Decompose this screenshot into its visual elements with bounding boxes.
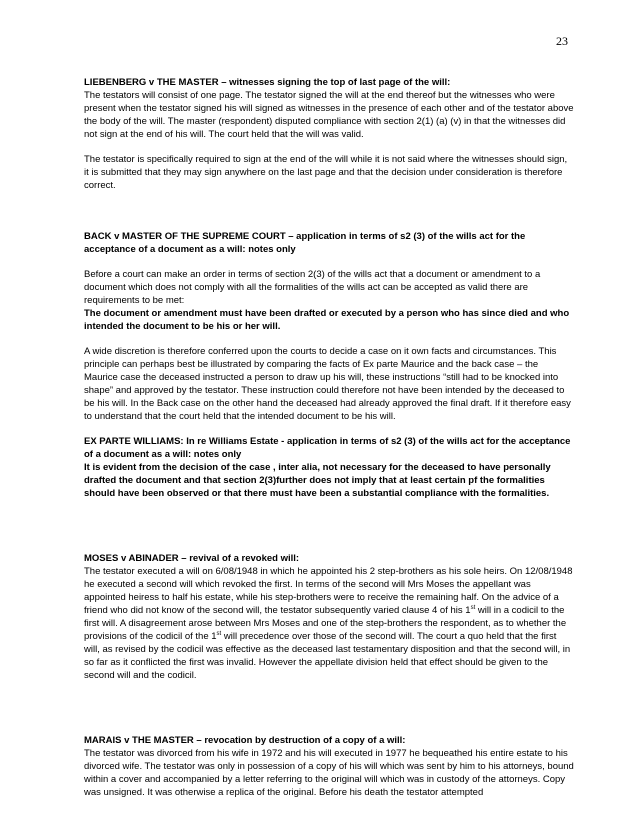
case-liebenberg bbox=[84, 76, 574, 192]
ordinal-suffix: st bbox=[216, 630, 222, 637]
case-heading: BACK v MASTER OF THE SUPREME COURT – application in terms of s2 (3) of the wills act for the acceptance of a document as a will: notes only bbox=[84, 231, 526, 255]
case-heading: MOSES v ABINADER – revival of a revoked will: bbox=[84, 553, 300, 564]
case-heading: LIEBENBERG v THE MASTER – witnesses signing the top of last page of the will: bbox=[84, 77, 451, 88]
case-williams bbox=[84, 435, 574, 500]
page-number: 23 bbox=[556, 34, 568, 48]
case-paragraph: Before a court can make an order in terms of section 2(3) of the wills act that a document or amendment to a document which does not comply with all the formalities of the wills act can be accepted as valid there are requirements to be met: bbox=[84, 269, 541, 306]
case-paragraph: It is evident from the decision of the case , inter alia, not necessary for the deceased to have personally drafted the document and that section 2(3)further does not imply that at least certain pf the formalities should have been observed or that there must have been a substantial compliance with the formalities. bbox=[84, 462, 551, 499]
case-back bbox=[84, 230, 574, 423]
text-run: will precedence over those of the second will. The court a quo held that the first will, as revised by the codicil was effective as the deceased last testamentary disposition and that the second will, in so far as it conflicted the first was invalid. However the appellate division held that effect should be given to the second will and the codicil. bbox=[84, 631, 571, 681]
case-paragraph: A wide discretion is therefore conferred upon the courts to decide a case on it own facts and circumstances. This principle can perhaps best be illustrated by comparing the facts of Ex parte Maurice and the back case – the Maurice case the deceased instructed a person to draw up his will, these instructions “still had to be knocked into shape” and approved by the testator. These instruction could therefore not have been intended by the deceased to be his will. In the Back case on the other hand the deceased had already approved the final draft. If it therefore easy to understand that the court held that the intended document to be his will. bbox=[84, 346, 571, 422]
page-content bbox=[84, 76, 574, 799]
case-requirement: The document or amendment must have been drafted or executed by a person who has since died and who intended the document to be his or her will. bbox=[84, 308, 570, 332]
case-moses bbox=[84, 552, 574, 682]
case-paragraph: The testators will consist of one page. The testator signed the will at the end thereof but the witnesses who were present when the testator signed his will signed as witnesses in the presence of each other and of the testator above the body of the will. The master (respondent) disputed compliance with section 2(1) (a) (v) in that the witnesses did not sign at the end of his will. The court held that the will was valid. bbox=[84, 90, 574, 140]
ordinal-suffix: st bbox=[470, 604, 476, 611]
case-paragraph: The testator is specifically required to sign at the end of the will while it is not said where the witnesses should sign, it is submitted that they may sign anywhere on the last page and that the decision under consideration is therefore correct. bbox=[84, 154, 568, 191]
case-marais bbox=[84, 734, 574, 799]
case-heading: MARAIS v THE MASTER – revocation by destruction of a copy of a will: bbox=[84, 735, 406, 746]
case-paragraph bbox=[84, 565, 574, 682]
text-run: The testator executed a will on 6/08/1948 in which he appointed his 2 step-brothers as his sole heirs. On 12/08/1948 he executed a second will which revoked the first. In terms of the second will Mrs Moses the appellant was appointed heiress to half his estate, while his step-brothers were to receive the remaining half. On the advice of a friend who did not know of the second will, the testator subsequently varied clause 4 of his 1 bbox=[84, 566, 573, 616]
case-paragraph: The testator was divorced from his wife in 1972 and his will executed in 1977 he bequeathed his entire estate to his divorced wife. The testator was only in possession of a copy of his will which was sent by him to his attorneys, bound within a cover and accompanied by a letter referring to the original will which was in custody of the attorneys. Copy was unsigned. It was otherwise a replica of the original. Before his death the testator attempted bbox=[84, 748, 574, 798]
text-run: will in a codicil to the first will. A disagreement arose between Mrs Moses and one of the step-brothers the respondent, as to whether the provisions of the codicil of the 1 bbox=[84, 605, 567, 642]
case-heading: EX PARTE WILLIAMS: In re Williams Estate - application in terms of s2 (3) of the wills act for the acceptance of a document as a will: notes only bbox=[84, 436, 571, 460]
